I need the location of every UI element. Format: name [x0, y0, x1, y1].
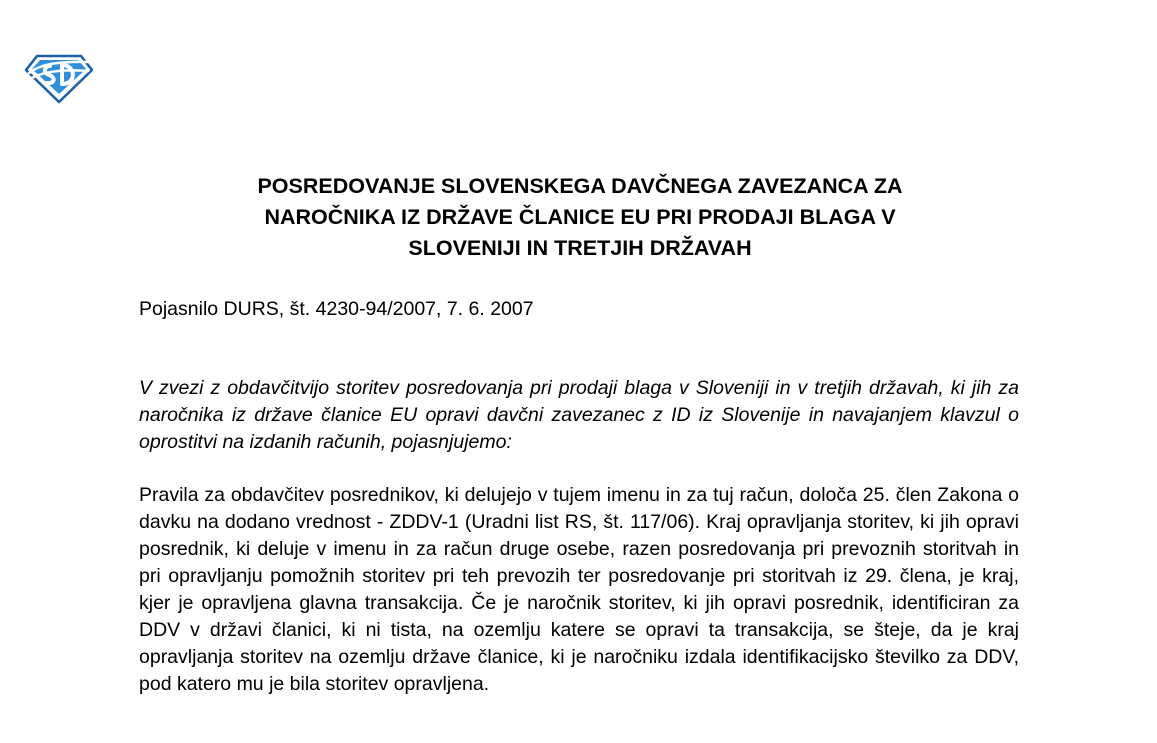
title-line: POSREDOVANJE SLOVENSKEGA DAVČNEGA ZAVEZANCA ZA	[257, 174, 903, 198]
document-subtitle: Pojasnilo DURS, št. 4230-94/2007, 7. 6. 2007	[139, 298, 534, 320]
body-paragraph: Pravila za obdavčitev posrednikov, ki delujejo v tujem imenu in za tuj račun, določa 25. člen Zakona o davku na dodano vrednost - ZDDV-1 (Uradni list RS, št. 117/06). Kraj opravljanja storitev, ki jih opravi posrednik, ki deluje v imenu in za račun druge osebe, razen posredovanja pri prevoznih storitvah in pri opravljanju pomožnih storitev pri teh prevozih ter posredovanje pri storitvah iz 29. člena, je kraj, kjer je opravljena glavna transakcija. Če je naročnik storitev, ki jih opravi posrednik, identificiran za DDV v državi članici, ki ni tista, na ozemlju katere se opravi ta transakcija, se šteje, da je kraj opravljanja storitev na ozemlju države članice, ki je naročniku izdala identifikacijsko številko za DDV, pod katero mu je bila storitev opravljena.	[139, 484, 1019, 695]
title-line: SLOVENIJI IN TRETJIH DRŽAVAH	[408, 236, 752, 260]
document-title	[140, 171, 1020, 264]
title-line: NAROČNIKA IZ DRŽAVE ČLANICE EU PRI PRODAJI BLAGA V	[264, 205, 896, 229]
logo-shield-icon	[22, 50, 96, 104]
intro-paragraph: V zvezi z obdavčitvijo storitev posredovanja pri prodaji blaga v Sloveniji in v tretjih državah, ki jih za naročnika iz države članice EU opravi davčni zavezanec z ID iz Slovenije in navajanjem klavzul o oprostitvi na izdanih računih, pojasnjujemo:	[139, 377, 1019, 453]
company-logo	[22, 50, 96, 104]
